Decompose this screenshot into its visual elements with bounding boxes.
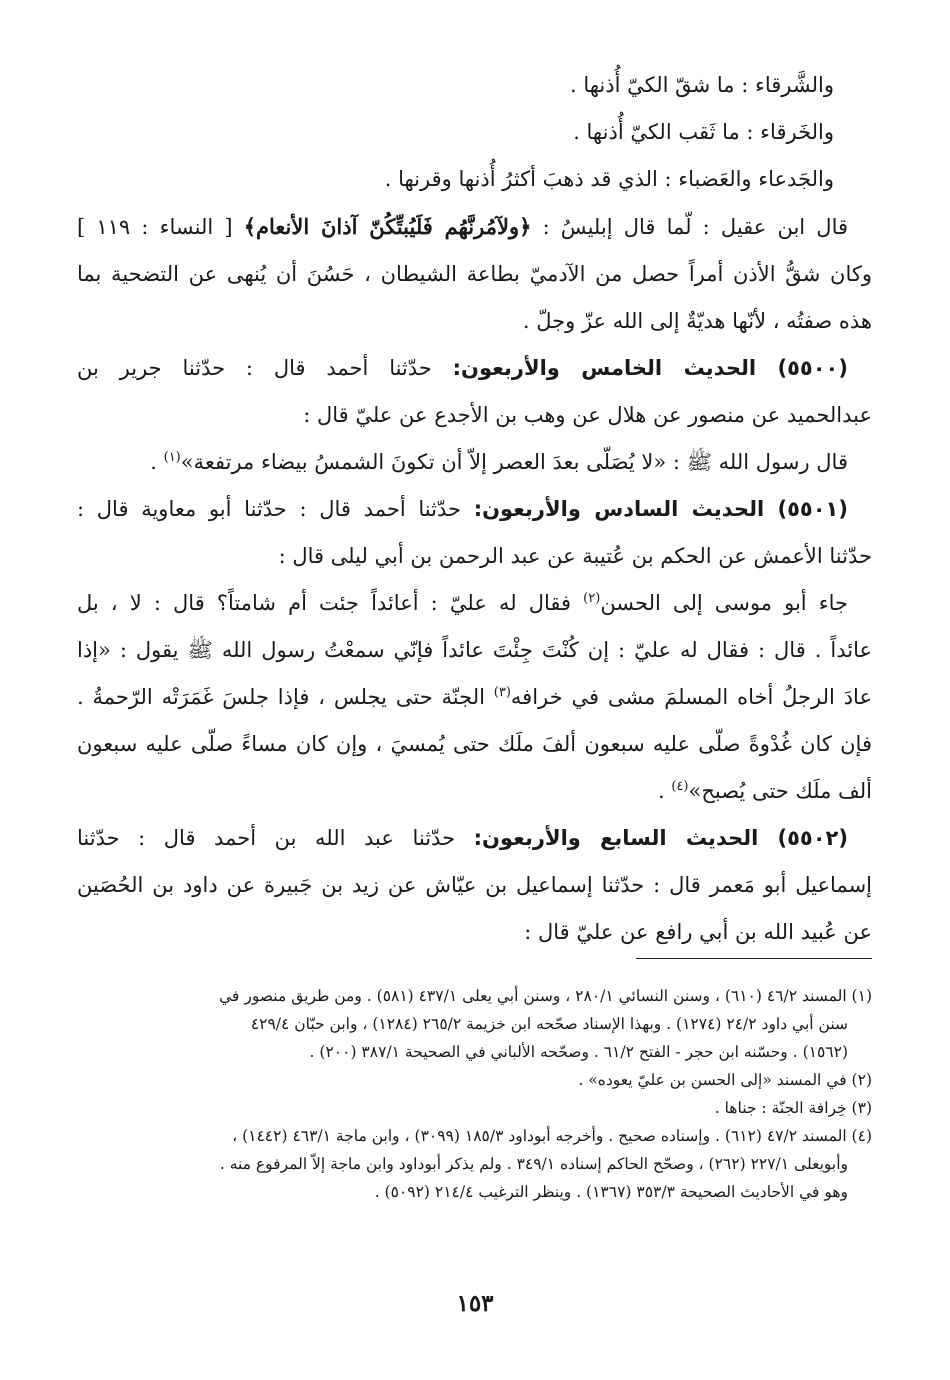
text-span: . <box>150 450 164 474</box>
quran-verse: ﴿ولآمُرنَّهُم فَلَيُبتِّكُنّ آذانَ الأنعام﴾ <box>243 214 532 239</box>
footnote-ref: (٢) <box>583 591 601 606</box>
footnotes <box>77 982 872 1206</box>
main-text <box>77 62 872 956</box>
text-line: وكان شقُّ الأذن أمراً حصل من الآدميّ بطاعة الشيطان ، حَسُنَ أن يُنهى عن التضحية بما <box>77 262 872 286</box>
footnote-ref: (٤) <box>671 779 689 794</box>
footnote-line: وأبويعلى ٢٢٧/١ (٢٦٢) ، وصحّح الحاكم إسناده ٣٤٩/١ . ولم يذكر أبوداود وابن ماجة إلاّ المرفوع منه . <box>219 1155 848 1173</box>
text-line <box>77 674 872 721</box>
text-line: إسماعيل أبو مَعمر قال : حدّثنا إسماعيل بن عيّاش عن زيد بن جَبيرة عن داود بن الحُصَين <box>77 873 872 897</box>
text-span: . <box>657 779 672 803</box>
footnote-divider <box>636 958 872 959</box>
footnote-ref: (١) <box>163 450 181 465</box>
footnote-line: سنن أبي داود ٢٤/٢ (١٢٧٤) . وبهذا الإسناد صحّحه ابن خزيمة ٢٦٥/٢ (١٢٨٤) ، وابن حبّان ٤٢٩/٤ <box>250 1015 848 1033</box>
text-span: الجنّة حتى يجلس ، فإذا جلسَ غَمَرَتْه الرّحمةُ . <box>77 685 494 709</box>
text-span: [ النساء : ١١٩ ] <box>77 215 244 239</box>
footnote-line: (١٥٦٢) . وحسّنه ابن حجر - الفتح ٦١/٢ . وصحّحه الألباني في الصحيحة ٣٨٧/١ (٢٠٠) . <box>309 1043 848 1061</box>
text-span: جاء أبو موسى إلى الحسن <box>600 591 848 615</box>
hadith-heading: (٥٥٠٢) الحديث السابع والأربعون: <box>473 826 848 850</box>
text-line: والخَرقاء : ما ثَقب الكيّ أُذنها . <box>573 120 834 144</box>
text-line: والجَدعاء والعَضباء : الذي قد ذهبَ أكثرُ أُذنها وقرنها . <box>384 167 834 191</box>
page-number: ١٥٣ <box>456 1290 494 1317</box>
footnote-line: (١) المسند ٤٦/٢ (٦١٠) ، وسنن النسائي ٢٨٠/١ ، وسنن أبي يعلى ٤٣٧/١ (٥٨١) . ومن طريق منصور في <box>219 987 872 1005</box>
text-span: حدّثنا أحمد قال : حدّثنا أبو معاوية قال : <box>77 497 474 521</box>
text-span: قال ابن عقيل : لّما قال إبليسُ : <box>531 215 849 239</box>
text-line <box>77 768 872 815</box>
footnote-line: (٤) المسند ٤٧/٢ (٦١٢) . وإسناده صحيح . وأخرجه أبوداود ١٨٥/٣ (٣٠٩٩) ، وابن ماجة ٤٦٣/١ (١٤٤٢) ، <box>232 1127 872 1145</box>
text-line: حدّثنا الأعمش عن الحكم بن عُتيبة عن عبد الرحمن بن أبي ليلى قال : <box>278 544 872 568</box>
footnote-line: وهو في الأحاديث الصحيحة ٣٥٣/٣ (١٣٦٧) . وينظر الترغيب ٢١٤/٤ (٥٠٩٢) . <box>374 1183 848 1201</box>
text-line: عن عُبيد الله بن أبي رافع عن عليّ قال : <box>524 920 872 944</box>
text-span: حدّثنا أحمد قال : حدّثنا جرير بن <box>77 356 453 380</box>
text-line: فإن كان غُدْوةً صلّى عليه سبعون ألفَ ملَك حتى يُمسيَ ، وإن كان مساءً صلّى عليه سبعون <box>77 732 872 756</box>
text-span: قال رسول الله ﷺ : «لا يُصَلّى بعدَ العصر إلاّ أن تكونَ الشمسُ بيضاء مرتفعة» <box>180 450 848 474</box>
text-span: ألف ملَك حتى يُصبح» <box>688 779 872 803</box>
footnote-ref: (٣) <box>493 685 511 700</box>
footnote-line: (٢) في المسند «إلى الحسن بن عليّ يعوده» . <box>578 1071 872 1089</box>
text-line <box>77 486 872 533</box>
text-line: والشَّرقاء : ما شقّ الكيّ أُذنها . <box>569 73 834 97</box>
text-line <box>77 203 872 251</box>
footnote-line: (٣) خِرافة الجنّة : جناها . <box>714 1099 872 1117</box>
hadith-heading: (٥٥٠٠) الحديث الخامس والأربعون: <box>452 356 848 380</box>
text-line: عبدالحميد عن منصور عن هلال عن وهب بن الأجدع عن عليّ قال : <box>303 403 872 427</box>
text-line: هذه صفتُه ، لأنّها هديّةٌ إلى الله عزّ وجلّ . <box>522 309 872 333</box>
text-span: فقال له عليّ : أعائداً جئت أم شامتاً؟ قال : لا ، بل <box>77 591 584 615</box>
text-span: عادَ الرجلُ أخاه المسلمَ مشى في خرافه <box>510 685 872 709</box>
text-span: حدّثنا عبد الله بن أحمد قال : حدّثنا <box>77 826 474 850</box>
text-line <box>77 815 872 862</box>
text-line <box>77 439 872 486</box>
text-line <box>77 345 872 392</box>
hadith-heading: (٥٥٠١) الحديث السادس والأربعون: <box>473 497 848 521</box>
text-line: عائداً . قال : فقال له عليّ : إن كُنْتَ جِئْتَ عائداً فإنّي سمعْتُ رسول الله ﷺ يقول : «إذا <box>77 638 872 662</box>
text-line <box>77 580 872 627</box>
